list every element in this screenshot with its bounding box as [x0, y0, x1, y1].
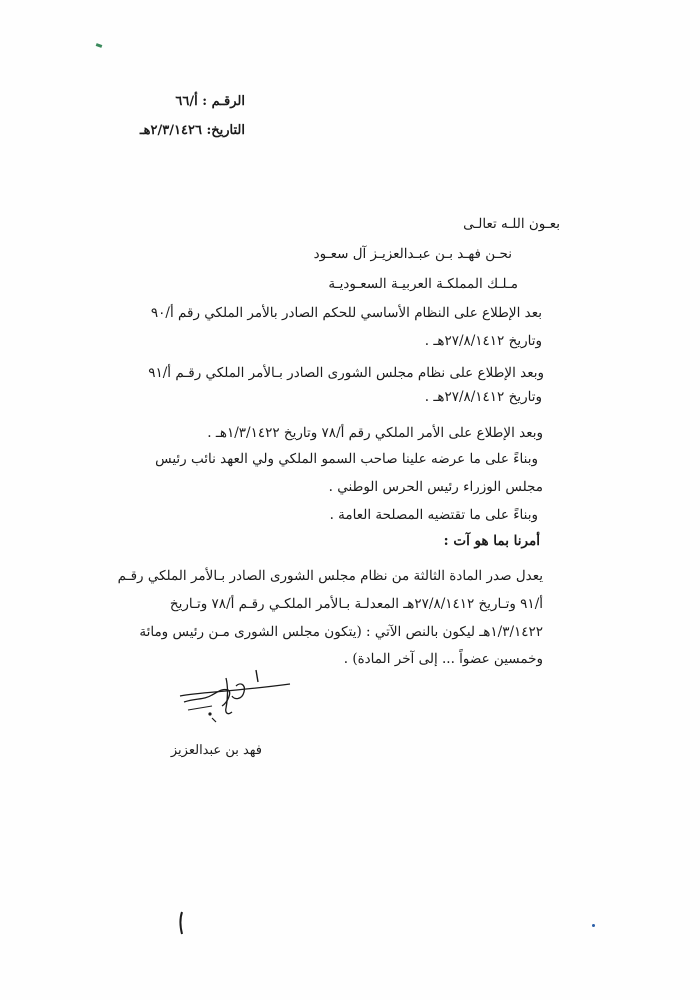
body-line: وتاريخ ٢٧/٨/١٤١٢هـ . [424, 333, 542, 349]
reference-date: التاريخ: ٢/٣/١٤٢٦هـ [139, 123, 245, 138]
king-title-line: مـلـك المملكـة العربيـة السعـوديـة [328, 276, 518, 292]
decree-line: يعدل صدر المادة الثالثة من نظام مجلس الشورى الصادر بـالأمر الملكي رقـم [117, 568, 543, 584]
decree-heading: أمرنا بما هو آت : [443, 533, 540, 549]
king-name-line: نحـن فهـد بـن عبـدالعزيـز آل سعـود [313, 246, 512, 262]
salutation-line: بعـون اللـه تعالـى [463, 216, 560, 232]
body-line: وبناءً على ما عرضه علينا صاحب السمو الملكي ولي العهد نائب رئيس [155, 451, 538, 467]
decree-line: ١/٣/١٤٢٢هـ ليكون بالنص الآتي : (يتكون مجلس الشورى مـن رئيس ومائة [139, 624, 543, 640]
signature-mark [170, 662, 300, 726]
body-line: وبعد الإطلاع على الأمر الملكي رقم أ/٧٨ وتاريخ ١/٣/١٤٢٢هـ . [207, 425, 543, 441]
decree-line: وخمسين عضواً ... إلى آخر المادة) . [343, 651, 543, 667]
body-line: وبناءً على ما تقتضيه المصلحة العامة . [329, 507, 538, 523]
body-line: بعد الإطلاع على النظام الأساسي للحكم الصادر بالأمر الملكي رقم أ/٩٠ [150, 305, 542, 321]
body-line: مجلس الوزراء رئيس الحرس الوطني . [328, 479, 543, 495]
body-line: وتاريخ ٢٧/٨/١٤١٢هـ . [424, 389, 542, 405]
page-number-mark [176, 910, 190, 936]
corner-mark [96, 43, 103, 48]
decree-line: أ/٩١ وتـاريخ ٢٧/٨/١٤١٢هـ المعدلـة بـالأمر الملكـي رقـم أ/٧٨ وتـاريخ [169, 596, 543, 612]
body-line: وبعد الإطلاع على نظام مجلس الشورى الصادر بـالأمر الملكي رقـم أ/٩١ [148, 365, 544, 381]
blue-dot-mark [592, 924, 595, 927]
reference-number: الرقـم : أ/٦٦ [175, 94, 245, 109]
signer-name: فهد بن عبدالعزيز [170, 743, 262, 758]
